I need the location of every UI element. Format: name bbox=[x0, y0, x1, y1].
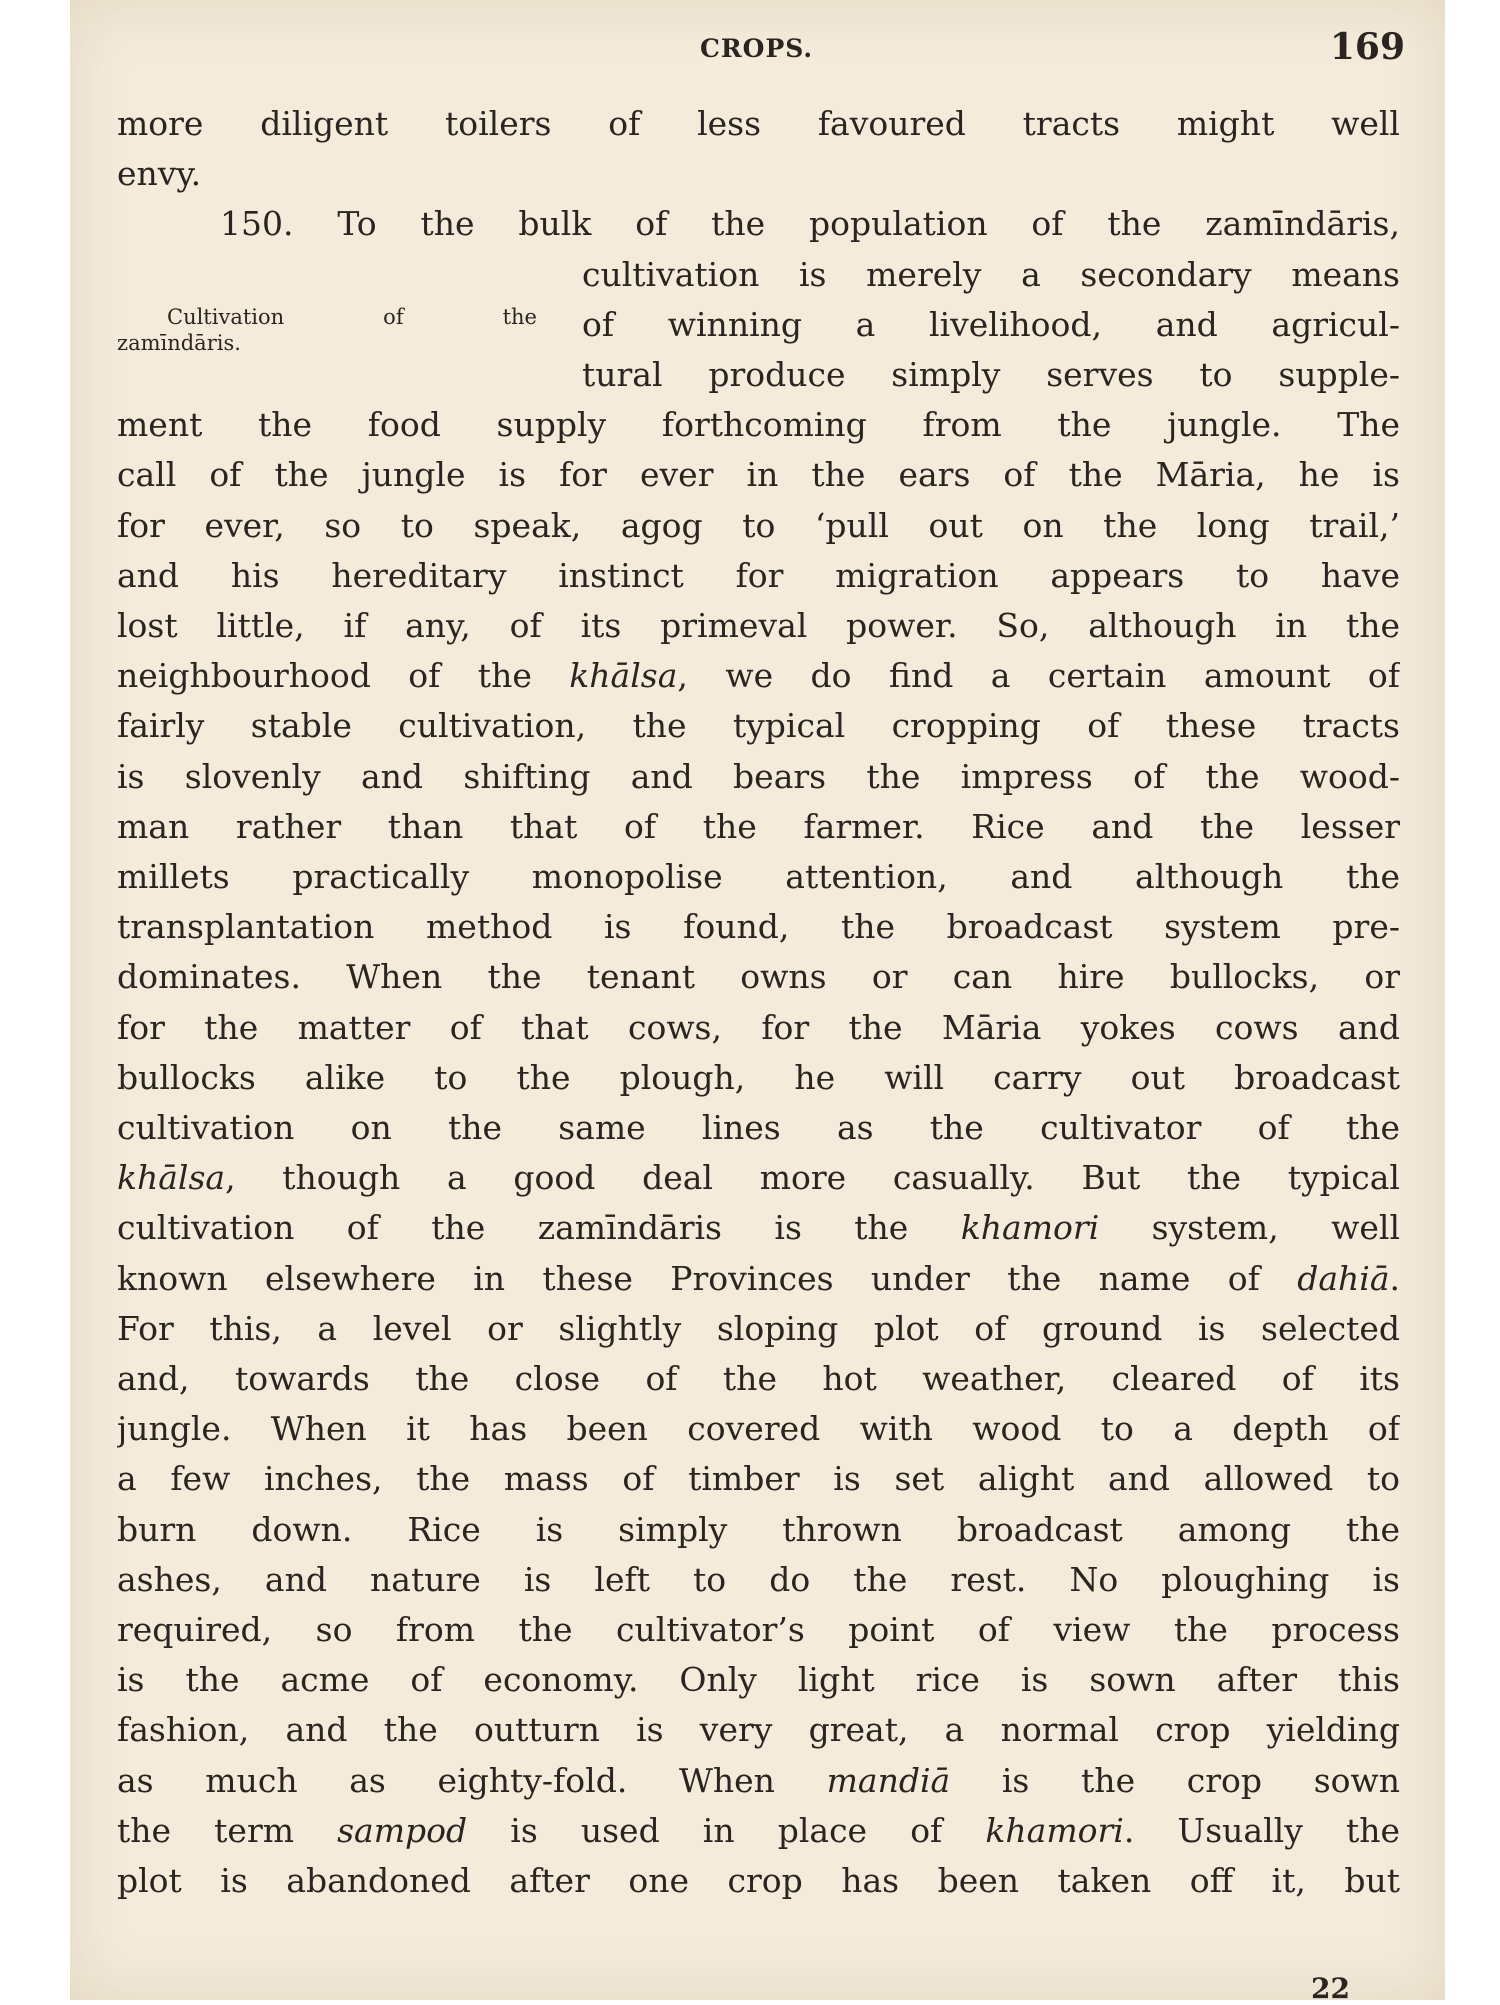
text-line: is the acme of economy. Only light rice is sown after this bbox=[117, 1660, 1400, 1699]
text-line: and, towards the close of the hot weather, cleared of its bbox=[117, 1359, 1400, 1398]
text-line: lost little, if any, of its primeval power. So, although in the bbox=[117, 606, 1400, 645]
text-line: tural produce simply serves to supple- bbox=[582, 355, 1400, 394]
text-line: more diligent toilers of less favoured tracts might well bbox=[117, 104, 1400, 143]
marginal-note-line: Cultivation of the bbox=[167, 305, 537, 329]
text-line: ment the food supply forthcoming from the jungle. The bbox=[117, 405, 1400, 444]
text-line: cultivation of the zamīndāris is the khamori system, well bbox=[117, 1208, 1400, 1247]
text-line: ashes, and nature is left to do the rest. No ploughing is bbox=[117, 1560, 1400, 1599]
text-line: cultivation is merely a secondary means bbox=[582, 255, 1400, 294]
text-line: plot is abandoned after one crop has been taken off it, but bbox=[117, 1861, 1400, 1900]
text-line: jungle. When it has been covered with wood to a depth of bbox=[117, 1409, 1400, 1448]
text-line: millets practically monopolise attention, and although the bbox=[117, 857, 1400, 896]
text-line: For this, a level or slightly sloping plot of ground is selected bbox=[117, 1309, 1400, 1348]
marginal-note-line: zamīndāris. bbox=[117, 331, 241, 355]
text-line: the term sampod is used in place of khamori. Usually the bbox=[117, 1811, 1400, 1850]
text-line: neighbourhood of the khālsa, we do find a certain amount of bbox=[117, 656, 1400, 695]
marginal-note bbox=[117, 304, 537, 356]
text-line: khālsa, though a good deal more casually. But the typical bbox=[117, 1158, 1400, 1197]
text-line: a few inches, the mass of timber is set alight and allowed to bbox=[117, 1459, 1400, 1498]
text-line: transplantation method is found, the broadcast system pre- bbox=[117, 907, 1400, 946]
text-line: man rather than that of the farmer. Rice and the lesser bbox=[117, 807, 1400, 846]
text-line: cultivation on the same lines as the cultivator of the bbox=[117, 1108, 1400, 1147]
text-line: is slovenly and shifting and bears the impress of the wood- bbox=[117, 757, 1400, 796]
running-header: CROPS. bbox=[700, 34, 814, 63]
text-line: for ever, so to speak, agog to ‘pull out on the long trail,’ bbox=[117, 506, 1400, 545]
text-line: fashion, and the outturn is very great, a normal crop yielding bbox=[117, 1710, 1400, 1749]
text-line: call of the jungle is for ever in the ears of the Māria, he is bbox=[117, 455, 1400, 494]
text-line: burn down. Rice is simply thrown broadcast among the bbox=[117, 1510, 1400, 1549]
text-line: 150. To the bulk of the population of the zamīndāris, bbox=[220, 204, 1400, 243]
text-line: as much as eighty-fold. When mandiā is the crop sown bbox=[117, 1761, 1400, 1800]
page-number: 169 bbox=[1329, 26, 1405, 68]
text-line: dominates. When the tenant owns or can hire bullocks, or bbox=[117, 957, 1400, 996]
text-line: required, so from the cultivator’s point of view the process bbox=[117, 1610, 1400, 1649]
text-line: known elsewhere in these Provinces under the name of dahiā. bbox=[117, 1259, 1400, 1298]
book-page bbox=[70, 0, 1445, 2005]
signature-mark: 22 bbox=[1311, 1972, 1350, 2005]
text-line: and his hereditary instinct for migration appears to have bbox=[117, 556, 1400, 595]
text-line: envy. bbox=[117, 154, 202, 193]
text-line: fairly stable cultivation, the typical cropping of these tracts bbox=[117, 706, 1400, 745]
text-line: of winning a livelihood, and agricul- bbox=[582, 305, 1400, 344]
text-line: bullocks alike to the plough, he will carry out broadcast bbox=[117, 1058, 1400, 1097]
text-line: for the matter of that cows, for the Māria yokes cows and bbox=[117, 1008, 1400, 1047]
